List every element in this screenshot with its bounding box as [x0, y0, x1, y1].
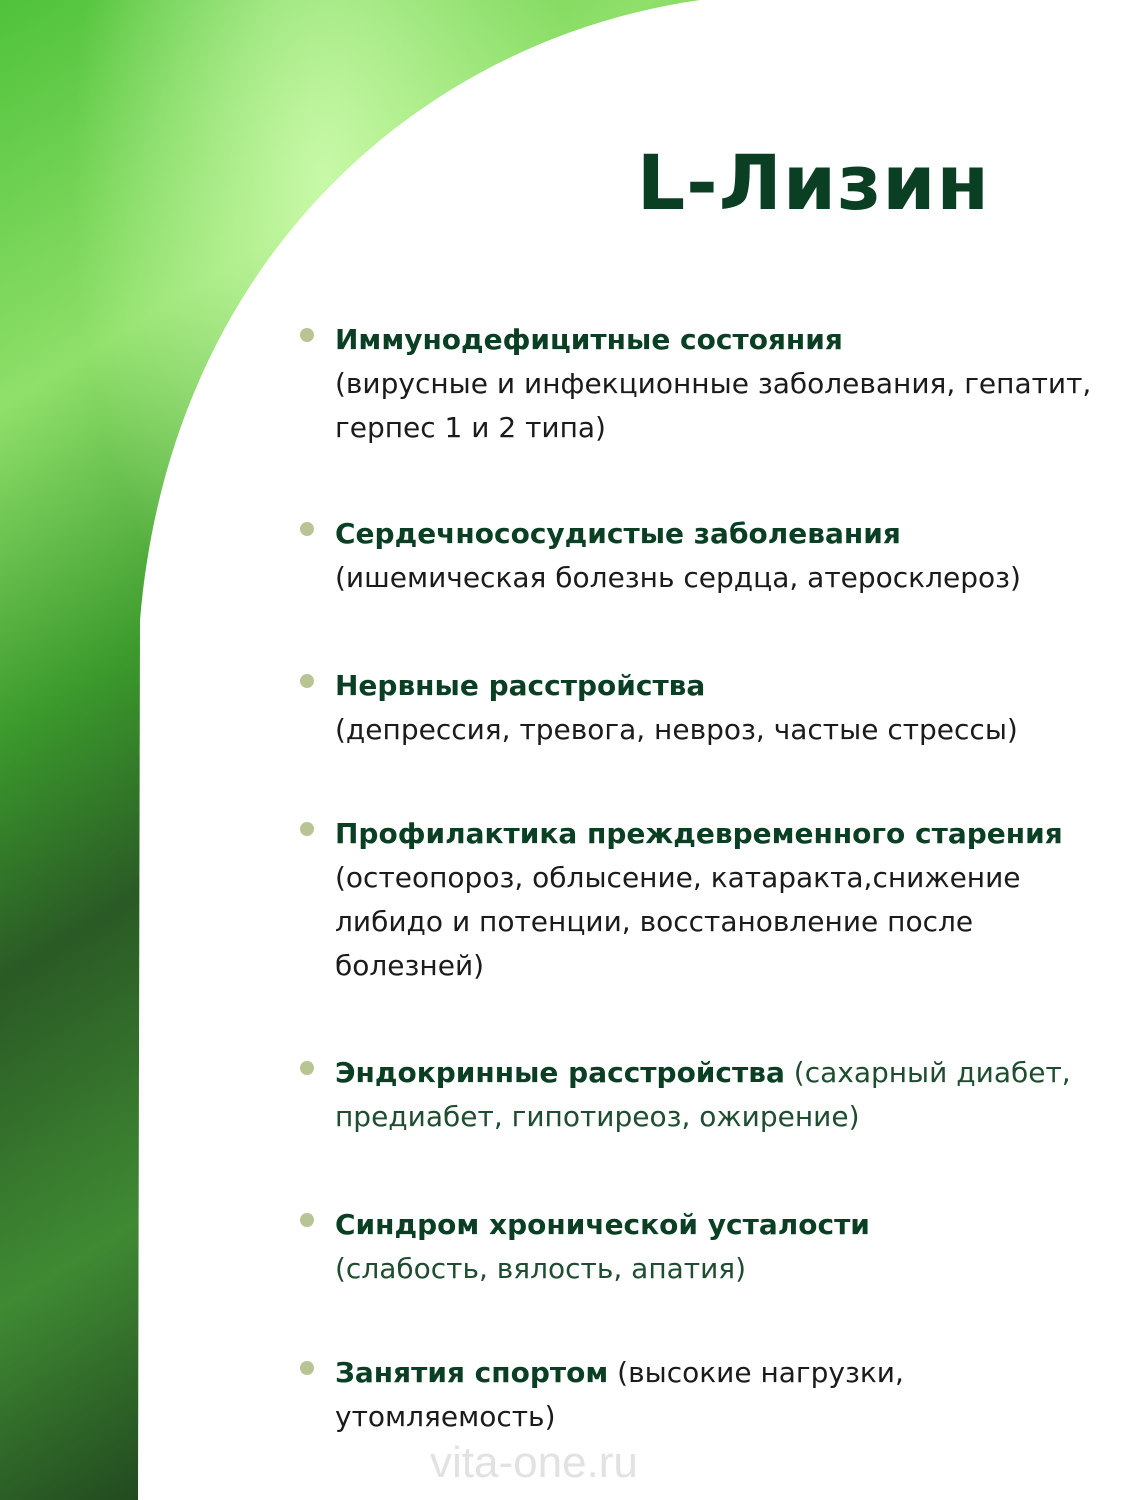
- list-item-desc: (вирусные и инфекционные заболевания, гепатит, герпес 1 и 2 типа): [335, 367, 1092, 444]
- list-item-text: [335, 1051, 1095, 1139]
- list-item-desc: (ишемическая болезнь сердца, атеросклероз): [335, 561, 1021, 594]
- bullet-icon: [300, 822, 314, 836]
- watermark: vita-one.ru: [430, 1438, 638, 1487]
- list-item-heading: Эндокринные расстройства: [335, 1056, 785, 1089]
- bullet-icon: [300, 1061, 314, 1075]
- bullet-icon: [300, 1213, 314, 1227]
- bullet-icon: [300, 1361, 314, 1375]
- list-item-heading: Профилактика преждевременного старения: [335, 817, 1063, 850]
- list-item-desc: (слабость, вялость, апатия): [335, 1252, 747, 1285]
- list-item-heading: Нервные расстройства: [335, 669, 706, 702]
- list-item-text: [335, 1203, 1095, 1291]
- list-item-desc: (остеопороз, облысение, катаракта,снижение либидо и потенции, восстановление после болезней): [335, 861, 1021, 982]
- list-item-heading: Иммунодефицитные состояния: [335, 323, 843, 356]
- bullet-icon: [300, 674, 314, 688]
- list-item-text: [335, 812, 1095, 988]
- list-item-text: [335, 512, 1095, 600]
- list-item-text: [335, 664, 1095, 752]
- list-item-desc: (высокие нагрузки, утомляемость): [335, 1356, 904, 1433]
- list-item-desc: (сахарный диабет, предиабет, гипотиреоз, ожирение): [335, 1056, 1071, 1133]
- list-item-text: [335, 1351, 1095, 1439]
- list-item-text: [335, 318, 1095, 450]
- page-title: L-Лизин: [636, 138, 990, 227]
- list-item-heading: Сердечнососудистые заболевания: [335, 517, 901, 550]
- list-item-heading: Синдром хронической усталости: [335, 1208, 870, 1241]
- bullet-icon: [300, 522, 314, 536]
- list-item-heading: Занятия спортом: [335, 1356, 609, 1389]
- bullet-icon: [300, 328, 314, 342]
- list-item-desc: (депрессия, тревога, невроз, частые стрессы): [335, 713, 1018, 746]
